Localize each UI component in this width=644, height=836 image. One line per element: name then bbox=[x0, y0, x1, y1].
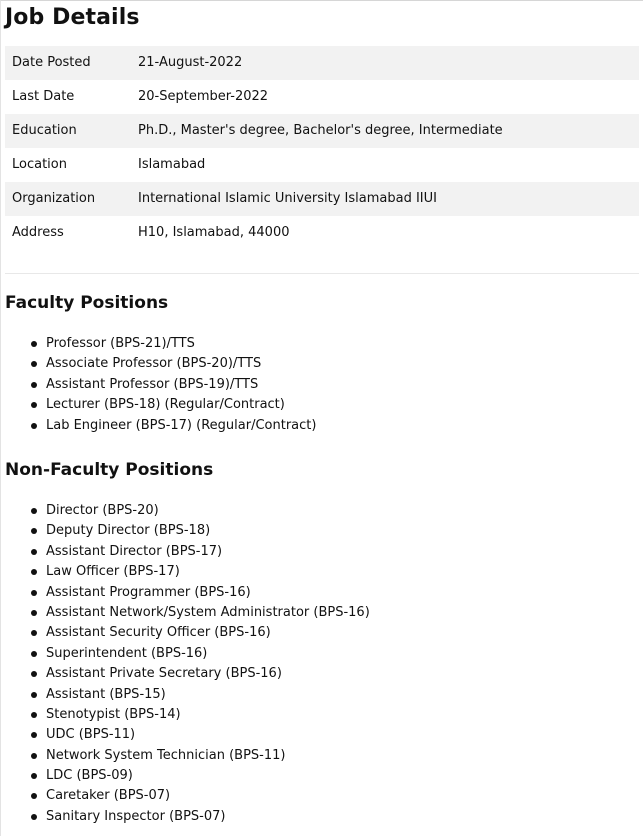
faculty-positions-heading: Faculty Positions bbox=[5, 293, 169, 313]
position-name: Lab Engineer (BPS-17) (Regular/Contract) bbox=[46, 417, 317, 433]
bullet-dot-icon bbox=[31, 361, 37, 367]
non-faculty-positions-list bbox=[46, 501, 370, 827]
bullet-dot-icon bbox=[31, 712, 37, 718]
bullet-dot-icon bbox=[31, 402, 37, 408]
non-faculty-position-item bbox=[46, 766, 370, 786]
bullet-dot-icon bbox=[31, 569, 37, 575]
page-title: Job Details bbox=[5, 5, 140, 30]
non-faculty-position-item bbox=[46, 685, 370, 705]
bullet-dot-icon bbox=[31, 753, 37, 759]
non-faculty-position-item bbox=[46, 562, 370, 582]
non-faculty-position-item bbox=[46, 746, 370, 766]
detail-label: Date Posted bbox=[12, 55, 91, 70]
position-name: Associate Professor (BPS-20)/TTS bbox=[46, 356, 262, 372]
position-name: LDC (BPS-09) bbox=[46, 768, 133, 784]
job-details-table bbox=[5, 46, 639, 250]
non-faculty-position-item bbox=[46, 521, 370, 541]
detail-value: 20-September-2022 bbox=[138, 89, 269, 104]
bullet-dot-icon bbox=[31, 528, 37, 534]
bullet-dot-icon bbox=[31, 814, 37, 820]
position-name: UDC (BPS-11) bbox=[46, 727, 136, 743]
position-name: Professor (BPS-21)/TTS bbox=[46, 336, 195, 351]
bullet-dot-icon bbox=[31, 793, 37, 799]
position-name: Assistant Professor (BPS-19)/TTS bbox=[46, 376, 259, 392]
non-faculty-position-item bbox=[46, 623, 370, 643]
non-faculty-position-item bbox=[46, 583, 370, 603]
detail-label: Organization bbox=[12, 191, 96, 206]
bullet-dot-icon bbox=[31, 773, 37, 779]
position-name: Director (BPS-20) bbox=[46, 503, 159, 518]
faculty-position-item bbox=[46, 354, 316, 374]
bullet-dot-icon bbox=[31, 508, 37, 514]
detail-value: Ph.D., Master's degree, Bachelor's degree, Intermediate bbox=[138, 123, 503, 138]
position-name: Caretaker (BPS-07) bbox=[46, 788, 171, 804]
position-name: Superintendent (BPS-16) bbox=[46, 645, 208, 661]
position-name: Assistant Director (BPS-17) bbox=[46, 543, 223, 559]
non-faculty-position-item bbox=[46, 501, 370, 521]
detail-row-date-posted bbox=[5, 46, 639, 80]
non-faculty-position-item bbox=[46, 603, 370, 623]
detail-label: Location bbox=[12, 157, 67, 172]
position-name: Assistant Programmer (BPS-16) bbox=[46, 584, 251, 600]
faculty-position-item bbox=[46, 416, 316, 436]
bullet-dot-icon bbox=[31, 423, 37, 429]
detail-label: Last Date bbox=[12, 89, 75, 104]
bullet-dot-icon bbox=[31, 732, 37, 738]
bullet-dot-icon bbox=[31, 692, 37, 698]
detail-label: Address bbox=[12, 225, 64, 240]
position-name: Sanitary Inspector (BPS-07) bbox=[46, 808, 226, 824]
position-name: Law Officer (BPS-17) bbox=[46, 564, 180, 580]
position-name: Lecturer (BPS-18) (Regular/Contract) bbox=[46, 397, 285, 413]
position-name: Deputy Director (BPS-18) bbox=[46, 523, 211, 539]
faculty-position-item bbox=[46, 395, 316, 415]
section-divider bbox=[5, 273, 639, 274]
position-name: Assistant Network/System Administrator (BPS-16) bbox=[46, 604, 370, 620]
non-faculty-position-item bbox=[46, 542, 370, 562]
position-name: Stenotypist (BPS-14) bbox=[46, 706, 181, 722]
bullet-dot-icon bbox=[31, 610, 37, 616]
bullet-dot-icon bbox=[31, 651, 37, 657]
non-faculty-position-item bbox=[46, 664, 370, 684]
detail-row-education bbox=[5, 114, 639, 148]
position-name: Assistant Security Officer (BPS-16) bbox=[46, 625, 271, 641]
position-name: Assistant Private Secretary (BPS-16) bbox=[46, 666, 282, 682]
bullet-dot-icon bbox=[31, 382, 37, 388]
bullet-dot-icon bbox=[31, 630, 37, 636]
faculty-position-item bbox=[46, 375, 316, 395]
non-faculty-position-item bbox=[46, 725, 370, 745]
detail-value: International Islamic University Islamabad IIUI bbox=[138, 191, 437, 206]
bullet-dot-icon bbox=[31, 341, 37, 347]
position-name: Assistant (BPS-15) bbox=[46, 686, 166, 702]
detail-value: 21-August-2022 bbox=[138, 55, 243, 70]
detail-row-last-date bbox=[5, 80, 639, 114]
detail-value: H10, Islamabad, 44000 bbox=[138, 225, 290, 240]
bullet-dot-icon bbox=[31, 549, 37, 555]
detail-row-location bbox=[5, 148, 639, 182]
detail-row-address bbox=[5, 216, 639, 250]
bullet-dot-icon bbox=[31, 671, 37, 677]
non-faculty-position-item bbox=[46, 807, 370, 827]
non-faculty-positions-heading: Non-Faculty Positions bbox=[5, 460, 214, 480]
non-faculty-position-item bbox=[46, 705, 370, 725]
detail-value: Islamabad bbox=[138, 157, 206, 172]
non-faculty-position-item bbox=[46, 786, 370, 806]
non-faculty-position-item bbox=[46, 644, 370, 664]
detail-label: Education bbox=[12, 123, 77, 138]
detail-row-organization bbox=[5, 182, 639, 216]
bullet-dot-icon bbox=[31, 590, 37, 596]
faculty-position-item bbox=[46, 334, 316, 354]
faculty-positions-list bbox=[46, 334, 316, 436]
position-name: Network System Technician (BPS-11) bbox=[46, 747, 286, 763]
